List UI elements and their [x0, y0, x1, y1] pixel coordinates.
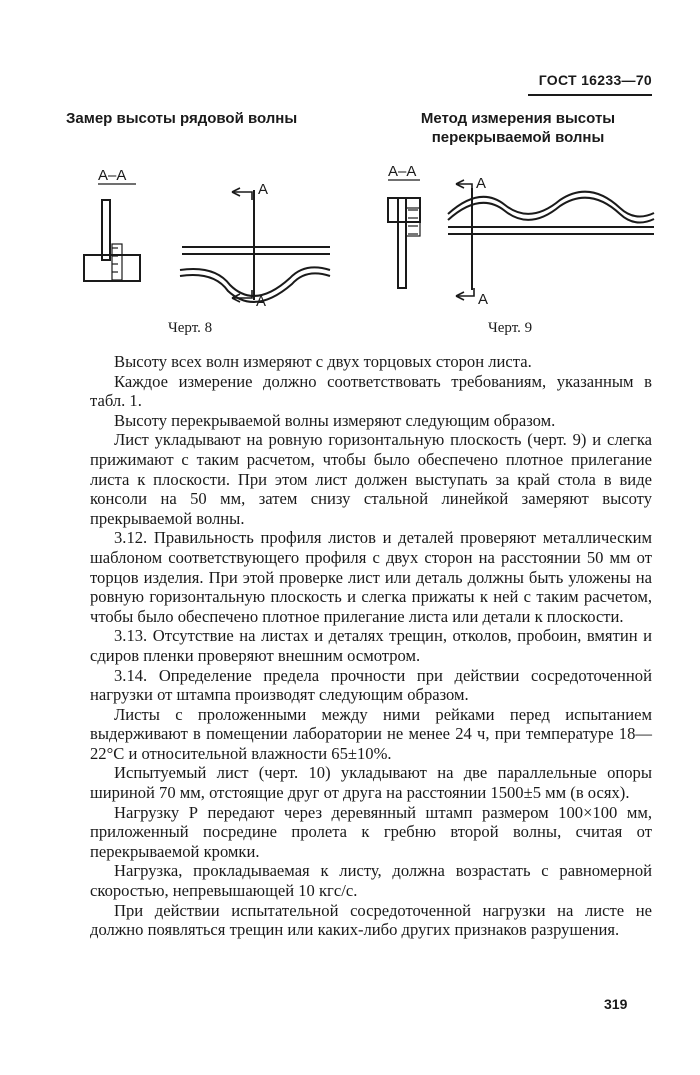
- paragraph: Каждое измерение должно соответствовать требованиям, указанным в табл. 1.: [90, 371, 652, 411]
- figure8-caption: Черт. 8: [168, 320, 213, 336]
- paragraph: Нагрузка, прокладываемая к листу, должна возрастать с равномерной скоростью, непревышающей 10 кгс/с.: [90, 861, 652, 901]
- paragraph: 3.13. Отсутствие на листах и деталях трещин, отколов, пробоин, вмятин и сдиров пленки проверяют внешним осмотром.: [90, 626, 652, 665]
- fig9-profile-drawing: [448, 180, 654, 300]
- fig9-ruler-bar: [398, 198, 406, 288]
- fig9-section-drawing: [388, 198, 420, 288]
- fig8-cut-top-label: А: [258, 181, 269, 198]
- body-text: [90, 352, 652, 940]
- standard-header: ГОСТ 16233—70: [528, 72, 652, 96]
- paragraph: Нагрузку Р передают через деревянный штамп размером 100×100 мм, приложенный посредине пролета к гребню второй волны, считая от перекрываемой кромки.: [90, 802, 652, 861]
- figure8-title: Замер высоты рядовой волны: [66, 110, 298, 127]
- figure9-title-line2: перекрываемой волны: [431, 129, 605, 146]
- paragraph: Высоту всех волн измеряют с двух торцовых сторон листа.: [114, 352, 532, 371]
- fig8-profile-drawing: [180, 188, 330, 302]
- page-number: 319: [604, 996, 628, 1012]
- fig8-plate: [182, 247, 330, 254]
- fig8-section-drawing: [84, 200, 140, 281]
- paragraph: Испытуемый лист (черт. 10) укладывают на две параллельные опоры шириной 70 мм, отстоящие друг от друга на расстоянии 1500±5 мм (в осях).: [90, 763, 652, 803]
- fig8-cut-bottom-label: А: [256, 293, 267, 310]
- fig9-plate: [448, 227, 654, 234]
- paragraph: Лист укладывают на ровную горизонтальную плоскость (черт. 9) и слегка прижимают с таким расчетом, чтобы было обеспечено плотное прилегание листа к плоскости. При этом лист должен выступать за край стола в виде консоли на 50 мм, затем снизу стальной линейкой замеряют высоту прекрываемой волны.: [90, 430, 652, 528]
- fig9-cut-bottom-label: А: [478, 291, 489, 308]
- technical-drawings: [0, 0, 700, 340]
- fig8-ruler-bar: [102, 200, 110, 260]
- paragraph: 3.14. Определение предела прочности при действии сосредоточенной нагрузки от штампа производят следующим образом.: [90, 665, 652, 705]
- paragraph: При действии испытательной сосредоточенной нагрузки на листе не должно появляться трещин или каких-либо других признаков разрушения.: [90, 900, 652, 940]
- fig9-section-label: А–А: [388, 163, 417, 180]
- paragraph: 3.12. Правильность профиля листов и деталей проверяют металлическим шаблоном соответствующего профиля с двух сторон на расстоянии 50 мм от торцов изделия. При этой проверке лист или деталь должны быть уложены на ровную горизонтальную плоскость и слегка прижаты к ней с таким расчетом, чтобы было обеспечено плотное прилегание листа или детали к плоскости.: [90, 528, 652, 626]
- figure9-caption: Черт. 9: [488, 320, 533, 336]
- fig9-cut-top-label: А: [476, 175, 487, 192]
- fig8-section-label: А–А: [98, 167, 127, 184]
- paragraph: Высоту перекрываемой волны измеряют следующим образом.: [114, 410, 556, 430]
- paragraph: Листы с проложенными между ними рейками перед испытанием выдерживают в помещении лаборатории не менее 24 ч, при температуре 18—22°С и относительной влажности 65±10%.: [90, 704, 652, 763]
- figure9-title-line1: Метод измерения высоты: [420, 110, 616, 127]
